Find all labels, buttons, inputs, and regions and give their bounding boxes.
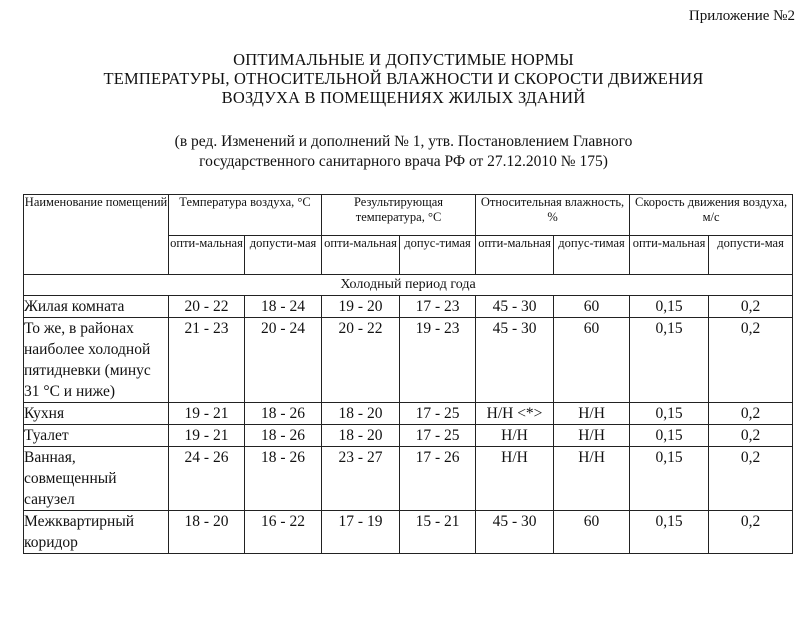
value-cell: 18 - 20: [322, 425, 400, 447]
period-row: [24, 275, 793, 296]
value-cell: 45 - 30: [476, 296, 554, 318]
value-cell: 0,2: [709, 447, 793, 511]
room-name-cell: То же, в районах наиболее холодной пятидневки (минус 31 °С и ниже): [24, 318, 169, 403]
room-name-cell: Ванная, совмещенный санузел: [24, 447, 169, 511]
header-air-speed: Скорость движения воздуха, м/с: [630, 195, 793, 236]
value-cell: 23 - 27: [322, 447, 400, 511]
value-cell: Н/Н: [476, 447, 554, 511]
value-cell: 17 - 26: [400, 447, 476, 511]
table-row: [24, 511, 793, 554]
subheader-optimal: опти-мальная: [322, 236, 400, 275]
value-cell: 0,15: [630, 403, 709, 425]
value-cell: 60: [554, 296, 630, 318]
value-cell: 17 - 25: [400, 403, 476, 425]
value-cell: 0,15: [630, 296, 709, 318]
header-room-name: Наименование помещений: [24, 195, 169, 275]
value-cell: 45 - 30: [476, 318, 554, 403]
title-line: ВОЗДУХА В ПОМЕЩЕНИЯХ ЖИЛЫХ ЗДАНИЙ: [221, 88, 586, 107]
value-cell: 0,15: [630, 425, 709, 447]
value-cell: Н/Н: [554, 425, 630, 447]
value-cell: 0,2: [709, 403, 793, 425]
value-cell: Н/Н: [554, 403, 630, 425]
value-cell: 15 - 21: [400, 511, 476, 554]
value-cell: 0,2: [709, 296, 793, 318]
header-air-temperature: Температура воздуха, °С: [169, 195, 322, 236]
room-name-cell: Туалет: [24, 425, 169, 447]
value-cell: 18 - 26: [245, 425, 322, 447]
subheader-allowable: допус-тимая: [554, 236, 630, 275]
value-cell: 0,2: [709, 425, 793, 447]
value-cell: 18 - 26: [245, 403, 322, 425]
table-row: [24, 425, 793, 447]
period-label: Холодный период года: [24, 275, 793, 296]
room-name-cell: Кухня: [24, 403, 169, 425]
value-cell: 45 - 30: [476, 511, 554, 554]
norms-table: [23, 194, 793, 554]
value-cell: 0,15: [630, 511, 709, 554]
room-name-cell: Межквартирный коридор: [24, 511, 169, 554]
value-cell: 24 - 26: [169, 447, 245, 511]
value-cell: 20 - 22: [322, 318, 400, 403]
value-cell: 16 - 22: [245, 511, 322, 554]
document-title: [0, 50, 807, 107]
table-body: [24, 275, 793, 554]
value-cell: 60: [554, 511, 630, 554]
subheader-optimal: опти-мальная: [476, 236, 554, 275]
value-cell: 18 - 20: [322, 403, 400, 425]
value-cell: 0,15: [630, 447, 709, 511]
title-line: ОПТИМАЛЬНЫЕ И ДОПУСТИМЫЕ НОРМЫ: [233, 50, 574, 69]
room-name-cell: Жилая комната: [24, 296, 169, 318]
value-cell: 20 - 22: [169, 296, 245, 318]
value-cell: 0,15: [630, 318, 709, 403]
table-row: [24, 403, 793, 425]
subheader-allowable: допусти-мая: [709, 236, 793, 275]
value-cell: 18 - 24: [245, 296, 322, 318]
appendix-label: Приложение №2: [688, 8, 795, 24]
value-cell: 20 - 24: [245, 318, 322, 403]
table-row: [24, 447, 793, 511]
value-cell: Н/Н <*>: [476, 403, 554, 425]
value-cell: 18 - 20: [169, 511, 245, 554]
subheader-optimal: опти-мальная: [630, 236, 709, 275]
value-cell: 19 - 20: [322, 296, 400, 318]
title-line: ТЕМПЕРАТУРЫ, ОТНОСИТЕЛЬНОЙ ВЛАЖНОСТИ И СКОРОСТИ ДВИЖЕНИЯ: [103, 69, 704, 88]
subheader-optimal: опти-мальная: [169, 236, 245, 275]
table-row: [24, 318, 793, 403]
value-cell: Н/Н: [476, 425, 554, 447]
value-cell: 18 - 26: [245, 447, 322, 511]
subtitle-line: (в ред. Изменений и дополнений № 1, утв. Постановлением Главного: [174, 133, 633, 150]
table-row: [24, 296, 793, 318]
subheader-allowable: допус-тимая: [400, 236, 476, 275]
header-resulting-temperature: Результирующая температура, °С: [322, 195, 476, 236]
value-cell: 0,2: [709, 318, 793, 403]
value-cell: 19 - 21: [169, 425, 245, 447]
value-cell: Н/Н: [554, 447, 630, 511]
value-cell: 0,2: [709, 511, 793, 554]
value-cell: 19 - 21: [169, 403, 245, 425]
value-cell: 19 - 23: [400, 318, 476, 403]
value-cell: 17 - 19: [322, 511, 400, 554]
value-cell: 21 - 23: [169, 318, 245, 403]
subheader-allowable: допусти-мая: [245, 236, 322, 275]
value-cell: 60: [554, 318, 630, 403]
value-cell: 17 - 25: [400, 425, 476, 447]
header-relative-humidity: Относительная влажность, %: [476, 195, 630, 236]
value-cell: 17 - 23: [400, 296, 476, 318]
subtitle-line: государственного санитарного врача РФ от 27.12.2010 № 175): [199, 153, 608, 170]
document-subtitle: [0, 132, 807, 172]
